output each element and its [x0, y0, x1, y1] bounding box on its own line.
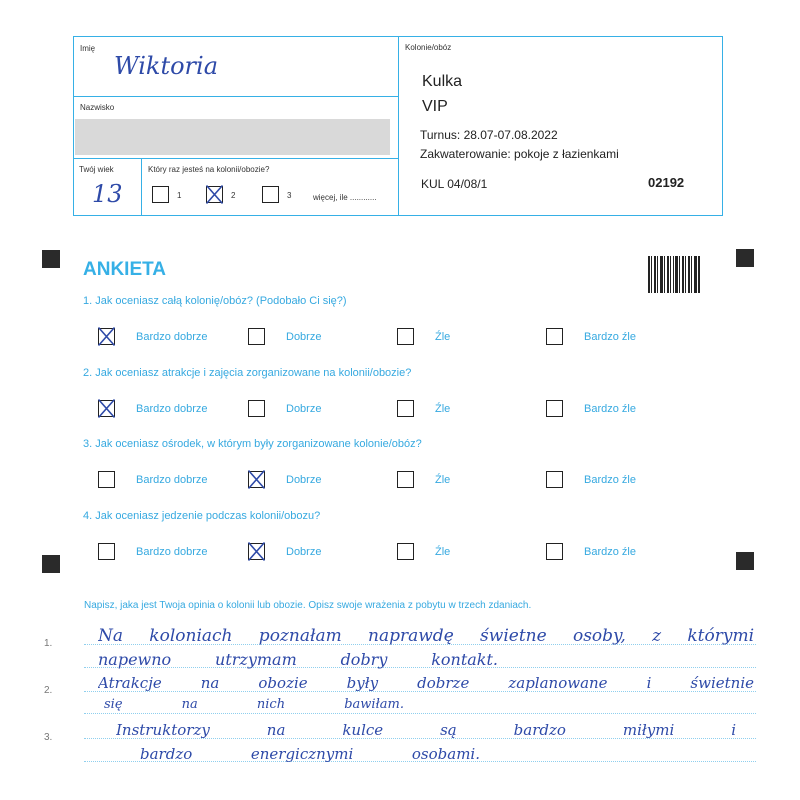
check-x-mark [246, 469, 267, 490]
divider-imie [73, 96, 399, 97]
registration-marker-bottom-right [736, 552, 754, 570]
question-3-option-1-checkbox[interactable] [98, 471, 115, 488]
question-4-option-1-checkbox[interactable] [98, 543, 115, 560]
question-2-option-2-label: Dobrze [286, 403, 322, 415]
opinion-prompt: Napisz, jaka jest Twoja opinia o kolonii lub obozie. Opisz swoje wrażenia z pobytu w trzech zdaniach. [84, 600, 532, 611]
question-3-text: 3. Jak oceniasz ośrodek, w którym były zorganizowane kolonie/obóz? [83, 438, 422, 450]
question-2-option-1-label: Bardzo dobrze [136, 403, 208, 415]
question-3-option-2-checkbox[interactable] [248, 471, 265, 488]
question-4-option-4-checkbox[interactable] [546, 543, 563, 560]
question-1-option-1-label: Bardzo dobrze [136, 331, 208, 343]
line-number-3: 3. [44, 732, 53, 743]
question-4-option-2-checkbox[interactable] [248, 543, 265, 560]
form-number: 02192 [648, 175, 685, 190]
barcode [648, 256, 700, 293]
registration-marker-top-right [736, 249, 754, 267]
ktory-raz-option-label: 1 [177, 191, 182, 200]
divider-nazwisko [73, 158, 399, 159]
ktory-raz-option-label: 2 [231, 191, 236, 200]
question-3-option-4-label: Bardzo źle [584, 474, 636, 486]
question-1-option-3-checkbox[interactable] [397, 328, 414, 345]
question-4-option-3-label: Źle [435, 546, 451, 558]
divider-wiek [141, 158, 142, 216]
opinion-line-5: Instruktorzy na kulce są bardzo miłymi i [116, 721, 736, 739]
wiek-label: Twój wiek [79, 165, 114, 174]
header-divider [398, 36, 399, 216]
question-1-option-3-label: Źle [435, 331, 451, 343]
ktory-raz-checkbox-3[interactable] [262, 186, 279, 203]
camp-name: Kulka [422, 73, 463, 90]
question-2-option-4-label: Bardzo źle [584, 403, 636, 415]
line-number-1: 1. [44, 638, 53, 649]
question-4-option-3-checkbox[interactable] [397, 543, 414, 560]
ktory-raz-checkbox-2[interactable] [206, 186, 223, 203]
question-3-option-4-checkbox[interactable] [546, 471, 563, 488]
survey-title: ANKIETA [83, 259, 167, 280]
check-x-mark [246, 541, 267, 562]
registration-marker-top-left [42, 250, 60, 268]
question-1-option-2-checkbox[interactable] [248, 328, 265, 345]
camp-code: KUL 04/08/1 [421, 177, 488, 191]
check-x-mark [204, 184, 225, 205]
question-3-option-3-label: Źle [435, 474, 451, 486]
question-3-option-3-checkbox[interactable] [397, 471, 414, 488]
zakwaterowanie: Zakwaterowanie: pokoje z łazienkami [420, 147, 619, 161]
camp-type: VIP [422, 98, 448, 115]
ktory-raz-label: Który raz jesteś na kolonii/obozie? [148, 165, 270, 174]
check-x-mark [96, 326, 117, 347]
imie-label: Imię [80, 44, 96, 53]
question-3-option-1-label: Bardzo dobrze [136, 474, 208, 486]
opinion-line-1: Na koloniach poznałam naprawdę świetne osoby, z którymi [98, 626, 754, 646]
ktory-raz-checkbox-1[interactable] [152, 186, 169, 203]
question-2-option-2-checkbox[interactable] [248, 400, 265, 417]
question-2-option-4-checkbox[interactable] [546, 400, 563, 417]
question-1-option-2-label: Dobrze [286, 331, 322, 343]
kolonia-label: Kolonie/obóz [405, 43, 452, 52]
line-number-2: 2. [44, 685, 53, 696]
question-1-option-1-checkbox[interactable] [98, 328, 115, 345]
imie-value: Wiktoria [114, 52, 219, 80]
question-3-option-2-label: Dobrze [286, 474, 322, 486]
turnus: Turnus: 28.07-07.08.2022 [420, 128, 558, 142]
wiek-value: 13 [92, 180, 123, 208]
question-2-option-3-label: Źle [435, 403, 451, 415]
nazwisko-label: Nazwisko [80, 103, 115, 112]
opinion-line-3: Atrakcje na obozie były dobrze zaplanowane i świetnie [98, 674, 754, 692]
question-2-option-1-checkbox[interactable] [98, 400, 115, 417]
wiecej-label: więcej, ile ............ [313, 193, 377, 202]
question-2-option-3-checkbox[interactable] [397, 400, 414, 417]
opinion-line-4: się na nich bawiłam. [104, 697, 404, 712]
nazwisko-redacted [75, 119, 390, 155]
ktory-raz-option-label: 3 [287, 191, 292, 200]
registration-marker-bottom-left [42, 555, 60, 573]
question-4-text: 4. Jak oceniasz jedzenie podczas kolonii/obozu? [83, 510, 321, 522]
question-4-option-1-label: Bardzo dobrze [136, 546, 208, 558]
question-4-option-4-label: Bardzo źle [584, 546, 636, 558]
question-1-option-4-label: Bardzo źle [584, 331, 636, 343]
question-4-option-2-label: Dobrze [286, 546, 322, 558]
opinion-line-2: napewno utrzymam dobry kontakt. [98, 650, 498, 669]
question-2-text: 2. Jak oceniasz atrakcje i zajęcia zorganizowane na kolonii/obozie? [83, 367, 412, 379]
opinion-line-6: bardzo energicznymi osobami. [140, 745, 480, 763]
check-x-mark [96, 398, 117, 419]
question-1-option-4-checkbox[interactable] [546, 328, 563, 345]
question-1-text: 1. Jak oceniasz całą kolonię/obóz? (Podobało Ci się?) [83, 295, 347, 307]
